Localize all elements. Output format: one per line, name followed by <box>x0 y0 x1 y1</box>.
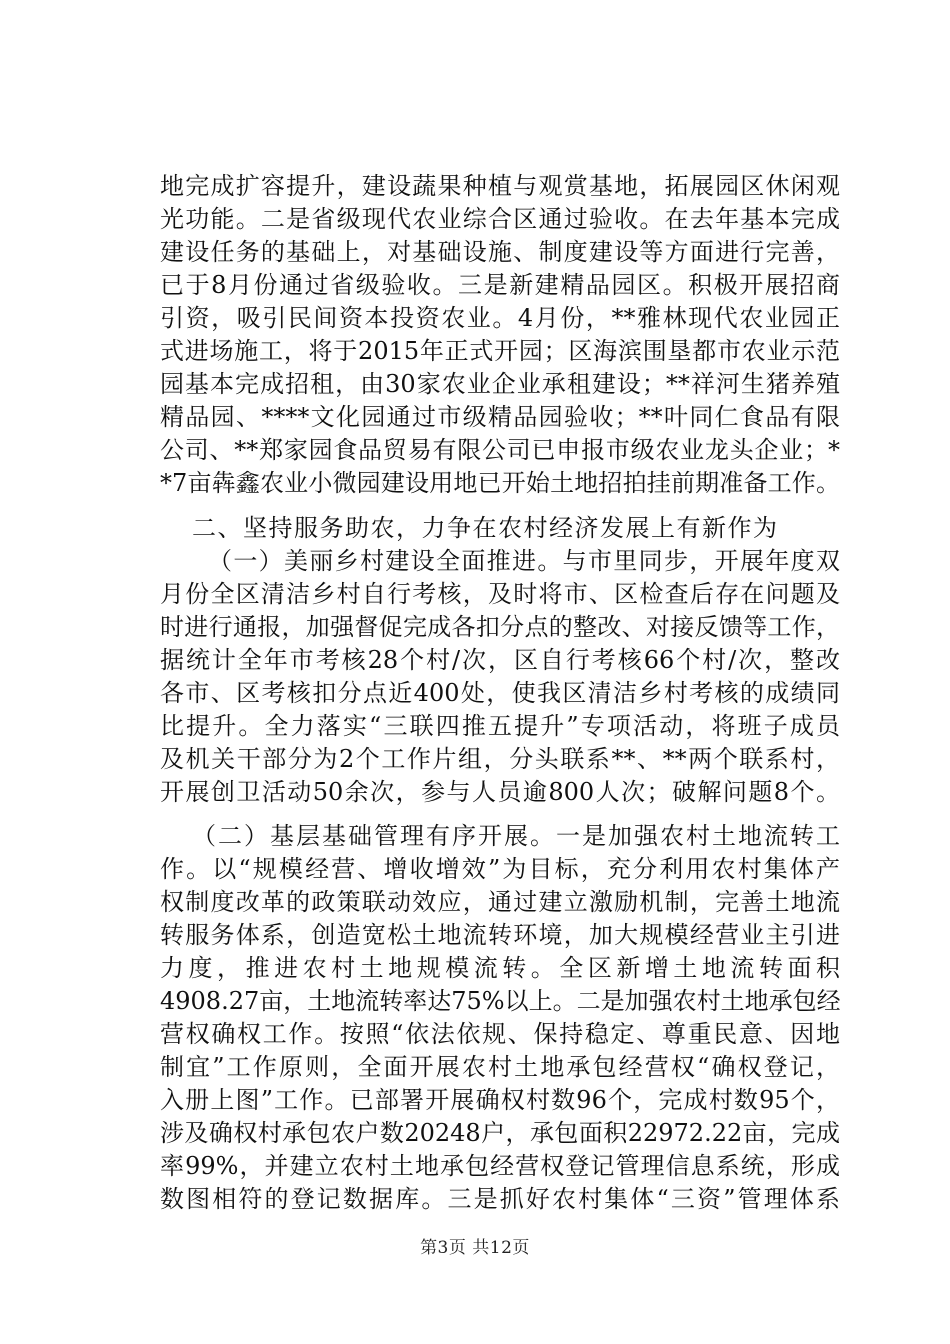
text-line: 营权确权工作。按照“依法依规、保持稳定、尊重民意、因地 <box>160 1020 840 1048</box>
text-line: 权制度改革的政策联动效应，通过建立激励机制，完善土地流 <box>160 888 840 916</box>
page-number-footer: 第3页 共12页 <box>420 1238 530 1258</box>
text-line: 公司、**郑家园食品贸易有限公司已申报市级农业龙头企业；* <box>160 436 840 464</box>
text-line: 园基本完成招租，由30家农业企业承租建设；**祥河生猪养殖 <box>160 370 840 398</box>
text-line: 作。以“规模经营、增收增效”为目标，充分利用农村集体产 <box>160 855 840 883</box>
text-line: 精品园、****文化园通过市级精品园验收；**叶同仁食品有限 <box>160 403 840 431</box>
text-line: 时进行通报，加强督促完成各扣分点的整改、对接反馈等工作， <box>160 613 840 641</box>
text-line: 光功能。二是省级现代农业综合区通过验收。在去年基本完成 <box>160 205 840 233</box>
text-line: 4908.27亩，土地流转率达75%以上。二是加强农村土地承包经 <box>160 987 841 1015</box>
text-line: 比提升。全力落实“三联四推五提升”专项活动，将班子成员 <box>160 712 840 740</box>
text-line: 数图相符的登记数据库。三是抓好农村集体“三资”管理体系 <box>160 1185 840 1213</box>
text-line: 式进场施工，将于2015年正式开园；区海滨围垦都市农业示范 <box>160 337 840 365</box>
text-line: （一）美丽乡村建设全面推进。与市里同步，开展年度双 <box>208 547 840 575</box>
section-heading: 二、坚持服务助农，力争在农村经济发展上有新作为 <box>192 514 779 542</box>
text-line: 率99%，并建立农村土地承包经营权登记管理信息系统，形成 <box>160 1152 840 1180</box>
text-line: 月份全区清洁乡村自行考核，及时将市、区检查后存在问题及 <box>160 580 840 608</box>
text-line: 建设任务的基础上，对基础设施、制度建设等方面进行完善， <box>160 238 840 266</box>
text-line: 力度，推进农村土地规模流转。全区新增土地流转面积 <box>160 954 840 982</box>
text-line: 引资，吸引民间资本投资农业。4月份，**雅林现代农业园正 <box>160 304 840 332</box>
text-line: 转服务体系，创造宽松土地流转环境，加大规模经营业主引进 <box>160 921 840 949</box>
text-line: *7亩犇鑫农业小微园建设用地已开始土地招拍挂前期准备工作。 <box>160 469 840 497</box>
text-line: 据统计全年市考核28个村/次，区自行考核66个村/次，整改 <box>160 646 840 674</box>
text-line: （二）基层基础管理有序开展。一是加强农村土地流转工 <box>192 822 840 850</box>
text-line: 地完成扩容提升，建设蔬果种植与观赏基地，拓展园区休闲观 <box>160 172 840 200</box>
text-line: 制宜”工作原则，全面开展农村土地承包经营权“确权登记， <box>160 1053 840 1081</box>
text-line: 涉及确权村承包农户数20248户，承包面积22972.22亩，完成 <box>160 1119 840 1147</box>
text-line: 入册上图”工作。已部署开展确权村数96个，完成村数95个， <box>160 1086 840 1114</box>
text-line: 各市、区考核扣分点近400处，使我区清洁乡村考核的成绩同 <box>160 679 840 707</box>
text-line: 开展创卫活动50余次，参与人员逾800人次；破解问题8个。 <box>160 778 840 806</box>
text-line: 已于8月份通过省级验收。三是新建精品园区。积极开展招商 <box>160 271 840 299</box>
text-line: 及机关干部分为2个工作片组，分头联系**、**两个联系村， <box>160 745 840 773</box>
